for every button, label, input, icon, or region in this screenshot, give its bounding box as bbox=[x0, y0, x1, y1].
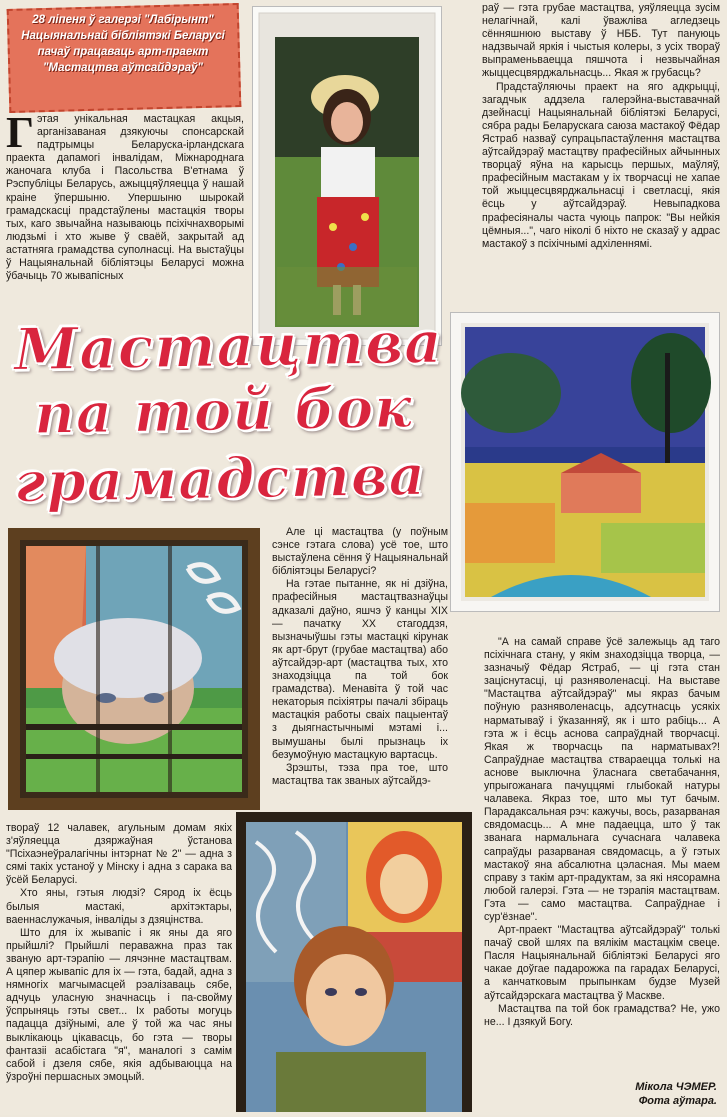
paragraph: Што для іх жывапіс і як яны да яго прыйшлі? Прыйшлі пераважна праз так званую арт-тэрапію — лячэнне мастацтвам. А цяпер жывапіс для іх — гэта, бадай, адна з нямногіх магчымасцей рэалізаваць сябе, адчуць уласную значнасць і па-свойму ўспрыняць гэты свет... Іх работы могуць падацца дзіўнымі, але ў той жа час яны выклікаюць цікавасць, бо гэта — творы фантазіі асабістага "я", маналогі з самім сабой і дзеля сябе, якія адбываюцца на ўзроўні першасных эмоцый. bbox=[6, 926, 232, 1083]
painting-face-window bbox=[8, 528, 260, 810]
paragraph: На гэтае пытанне, як ні дзіўна, прафесійныя мастацтвазнаўцы адказалі даўно, яшчэ ў канцы XIX — пачатку XX стагоддзя, вызначыўшы гэты мастацкі кірунак як арт-брут (грубае мастацтва) або аўтсайдэр-арт (мастацтва тых, хто знаходзіцца па той бок грамадства). Менавіта ў той час некаторыя псіхіятры пачалі збіраць мастацкія работы сваіх пацыентаў з дыягнастычнымі мэтамі і... вымушаны былі прызнаць іх безумоўную мастацкую вартасць. bbox=[272, 578, 448, 761]
painting-boy-portrait-image bbox=[236, 812, 472, 1112]
painting-girl-image bbox=[253, 7, 441, 345]
paragraph: раў — гэта грубае мастацтва, уяўляецца зусім нелагічнай, калі ўважліва агледзець сённяшнюю выставу ў НББ. Тут пануюць надзвычай яркія і чыстыя колеры, з усіх твораў выпраменьваецца пяшчота і незвычайная жыццесцвярджальнасць... Якая ж грубасць? bbox=[482, 2, 720, 80]
painting-face-window-image bbox=[8, 528, 260, 810]
headline-line-2: па той бок bbox=[33, 374, 414, 448]
author-signature: Мікола ЧЭМЕР. bbox=[635, 1081, 717, 1093]
headline-line-1: Мастацтва bbox=[13, 308, 444, 384]
drop-cap: Г bbox=[6, 113, 34, 157]
article-column-top-left bbox=[6, 113, 244, 331]
intro-badge-text: 28 ліпеня ў галерэі "Лабірынт" Нацыянальнай бібліятэкі Беларусі пачаў працаваць арт-праект "Мастацтва аўтсайдэраў" bbox=[21, 14, 225, 74]
paragraph: Зрэшты, тэза пра тое, што мастацтва так званых аўтсайдэ- bbox=[272, 761, 448, 787]
article-column-top-right bbox=[482, 2, 720, 312]
article-column-bottom-left bbox=[6, 822, 232, 1112]
paragraph: Але ці мастацтва (у поўным сэнсе гэтага слова) усё тое, што выстаўлена сёння ў Нацыянальнай бібліятэцы Беларусі? bbox=[272, 526, 448, 578]
paragraph: Прадстаўляючы праект на яго адкрыцці, загадчык аддзела галерэйна-выставачнай дзейнасці Нацыянальнай бібліятэкі Беларусі, сябра рады Беларускага саюза мастакоў Фёдар Ястраб назваў супрацьпастаўлення мастацтва аўтсайдэраў мастацтву прафесійных айчынных творцаў яўна на карысць першых, маўляў, прафесійным мастакам у іх творчасці не хапае той жыццесцвярджальнасці і светласці, якія ёсць у аўтсайдэраў. Невыпадкова прафесіяналы часта чуюць папрок: "Вы нейкія цёмныя...", чаго ніколі б ніхто не сказаў у адрас мастакоў з псіхічнымі адхіленнямі. bbox=[482, 80, 720, 250]
article-column-bottom-right bbox=[484, 636, 720, 1078]
paragraph: "А на самай справе ўсё залежыць ад таго псіхічнага стану, у якім знаходзіцца творца, — зазначыў Фёдар Ястраб, — ці гэта стан заціснутасці, ці разняволенасці. На выставе "Мастацтва аўтсайдэраў" мы якраз бачым поўную разняволенасць, адсутнасць усякіх нарматываў і ўказанняў, як і што рабіць... А гэта ж і ёсць аснова сапраўднай творчасці. Якая ж творчасць па нарматывах?! Сапраўднае мастацтва ствараецца толькі на аснове выключна ўласнага светабачання, упрыгожанага пачуццямі глыбокай натуры чалавека. Якраз тое, што мы тут бачым. Парадаксальная рэч: кажучы, вось, разарваная свядомасць... А мне падаецца, што ў так званага нармальнага сучаснага чалавека сапраўды разарваная свядомасць, а ў гэтых мастакоў яна абсалютна цэласная. Мы маем справу з такім арт-прадуктам, за які нясорамна любой галерэі. Гэта — не тэрапія мастацтвам. Гэта — само мастацтва. Сапраўднае і сур'ёзнае". bbox=[484, 636, 720, 923]
paragraph: Арт-праект "Мастацтва аўтсайдэраў" толькі пачаў свой шлях па вялікім мастацкім свеце. Пасля Нацыянальнай бібліятэкі Беларусі яго чакае доўгае падарожжа па гарадах Беларусі, а канчатковым прыпынкам будзе Музей аўтсайдэрскага мастацтва ў Маскве. bbox=[484, 924, 720, 1002]
article-column-middle bbox=[272, 526, 448, 816]
paragraph: Хто яны, гэтыя людзі? Сярод іх ёсць былыя мастакі, архітэктары, ваеннаслужачыя, інваліды з дзяцінства. bbox=[6, 887, 232, 926]
painting-landscape bbox=[450, 312, 720, 612]
painting-girl-in-hat bbox=[252, 6, 442, 346]
intro-paragraph: этая унікальная мастацкая акцыя, арганізаваная дзякуючы спонсарскай падтрымцы Беларуска-ірландскага праекта дапамогі інвалідам, Міжнароднага жаночага клуба і Пасольства В'етнама ў Рэспубліцы Беларусь, ажыццяўляецца ў нашай краіне ўпершыню. Упершыню шырокай грамадскасці прадстаўлены мастацкія творы тых, каго звычайна называюць псіхічнахворымі людзьмі і хто жыве ў сваёй, закрытай ад астатняга грамадства суполнасці. На выстаўцы ў Нацыянальнай бібліятэцы Беларусі можна ўбачыць 70 жывапісных bbox=[6, 113, 244, 283]
paragraph: твораў 12 чалавек, агульным домам якіх з'яўляецца дзяржаўная ўстанова "Псіхаэнеўралагічны інтэрнат № 2" — адна з сямі такіх устаноў у Мінску і адна з сарака ва ўсёй Беларусі. bbox=[6, 822, 232, 887]
painting-boy-portrait bbox=[236, 812, 472, 1112]
headline-line-3: грамадства bbox=[13, 442, 427, 516]
paragraph: Мастацтва па той бок грамадства? Не, ужо не... І дзякуй Богу. bbox=[484, 1002, 720, 1028]
photo-credit: Фота аўтара. bbox=[638, 1095, 717, 1107]
painting-landscape-image bbox=[451, 313, 719, 611]
